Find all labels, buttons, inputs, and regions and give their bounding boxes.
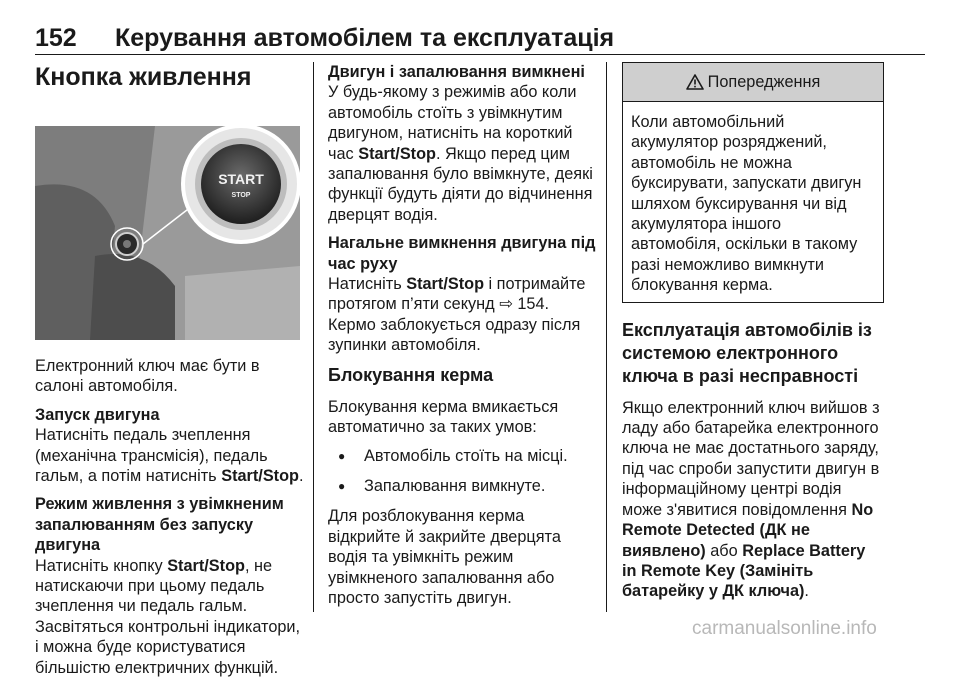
footer-watermark: carmanualsonline.info bbox=[692, 618, 877, 639]
warning-header bbox=[623, 63, 883, 102]
engine-off-text: У будь-якому з режимів або коли автомобіль стоїть з увімкнутим двигуном, натисніть на короткий час Start/Stop. Якщо перед цим запалювання було ввімкнуте, деякі функції будуть діяти до відчинення дверцят водія. bbox=[328, 83, 593, 224]
condition-list bbox=[328, 446, 596, 497]
chapter-title: Керування автомобілем та експлуатація bbox=[115, 24, 615, 52]
start-label: START bbox=[218, 171, 264, 187]
power-mode-text: Натисніть кнопку Start/Stop, не натискаючи при цьому педаль зчеплення чи педаль гальм. Засвітяться контрольні індикатори, і можна буде користуватися більшістю електричних функцій. bbox=[35, 556, 301, 677]
start-button-illustration bbox=[35, 126, 300, 340]
emergency-stop-text: Натисніть Start/Stop і потримайте протягом п’яти секунд ⇨ 154. Кермо заблокується одразу після зупинки автомобіля. bbox=[328, 275, 586, 355]
column-left bbox=[35, 62, 305, 686]
heading-key-fault: Експлуатація автомобілів із системою електронного ключа в разі несправності bbox=[622, 319, 872, 386]
page-reference-icon: ⇨ bbox=[499, 295, 513, 314]
heading-power-mode: Режим живлення з увімкненим запалюванням без запуску двигуна bbox=[35, 495, 284, 555]
start-button-photo bbox=[35, 126, 300, 340]
warning-text: Коли автомобільний акумулятор розряджений, автомобіль не можна буксирувати, запускати двигун шляхом буксирування чи від акумулятора іншого автомобіля, оскільки в такому разі неможливо вимкнути блокування керма. bbox=[631, 113, 862, 295]
page-number: 152 bbox=[35, 24, 77, 52]
unlock-text: Для розблокування керма відкрийте й закрийте дверцята водія та увімкніть режим увімкненого запалювання або просто запустіть двигун. bbox=[328, 507, 561, 607]
heading-emergency-stop: Нагальне вимкнення двигуна під час руху bbox=[328, 234, 596, 273]
column-divider bbox=[606, 62, 607, 612]
column-divider bbox=[313, 62, 314, 612]
page-header bbox=[35, 18, 925, 55]
key-fault-text: Якщо електронний ключ вийшов з ладу або батарейка електронного ключа не має достатнього заряду, під час спроби запустити двигун в інформаційному центрі водія може з'явитися повідомлення No Remote Detected (ДК не виявлено) або Replace Battery in Remote Key (Замініть батарейку у ДК ключа). bbox=[622, 398, 880, 601]
warning-body bbox=[623, 102, 883, 302]
warning-icon bbox=[686, 74, 704, 90]
start-engine-text: Натисніть педаль зчеплення (механічна трансмісія), педаль гальм, а потім натисніть Start/Stop. bbox=[35, 426, 304, 486]
list-item: ● Запалювання вимкнуте. bbox=[328, 476, 596, 496]
warning-box bbox=[622, 62, 884, 303]
page-reference: 154 bbox=[517, 295, 545, 314]
column-middle bbox=[328, 62, 596, 616]
stop-label: STOP bbox=[231, 192, 251, 199]
section-title: Кнопка живлення bbox=[35, 63, 252, 91]
intro-text: Електронний ключ має бути в салоні автомобіля. bbox=[35, 357, 260, 396]
warning-title: Попередження bbox=[707, 72, 821, 91]
heading-engine-off: Двигун і запалювання вимкнені bbox=[328, 63, 585, 81]
heading-steering-lock: Блокування керма bbox=[328, 364, 494, 385]
steering-lock-text: Блокування керма вмикається автоматично за таких умов: bbox=[328, 397, 559, 437]
heading-start-engine: Запуск двигуна bbox=[35, 405, 160, 424]
list-item: ● Автомобіль стоїть на місці. bbox=[328, 446, 596, 466]
column-right bbox=[622, 62, 884, 610]
